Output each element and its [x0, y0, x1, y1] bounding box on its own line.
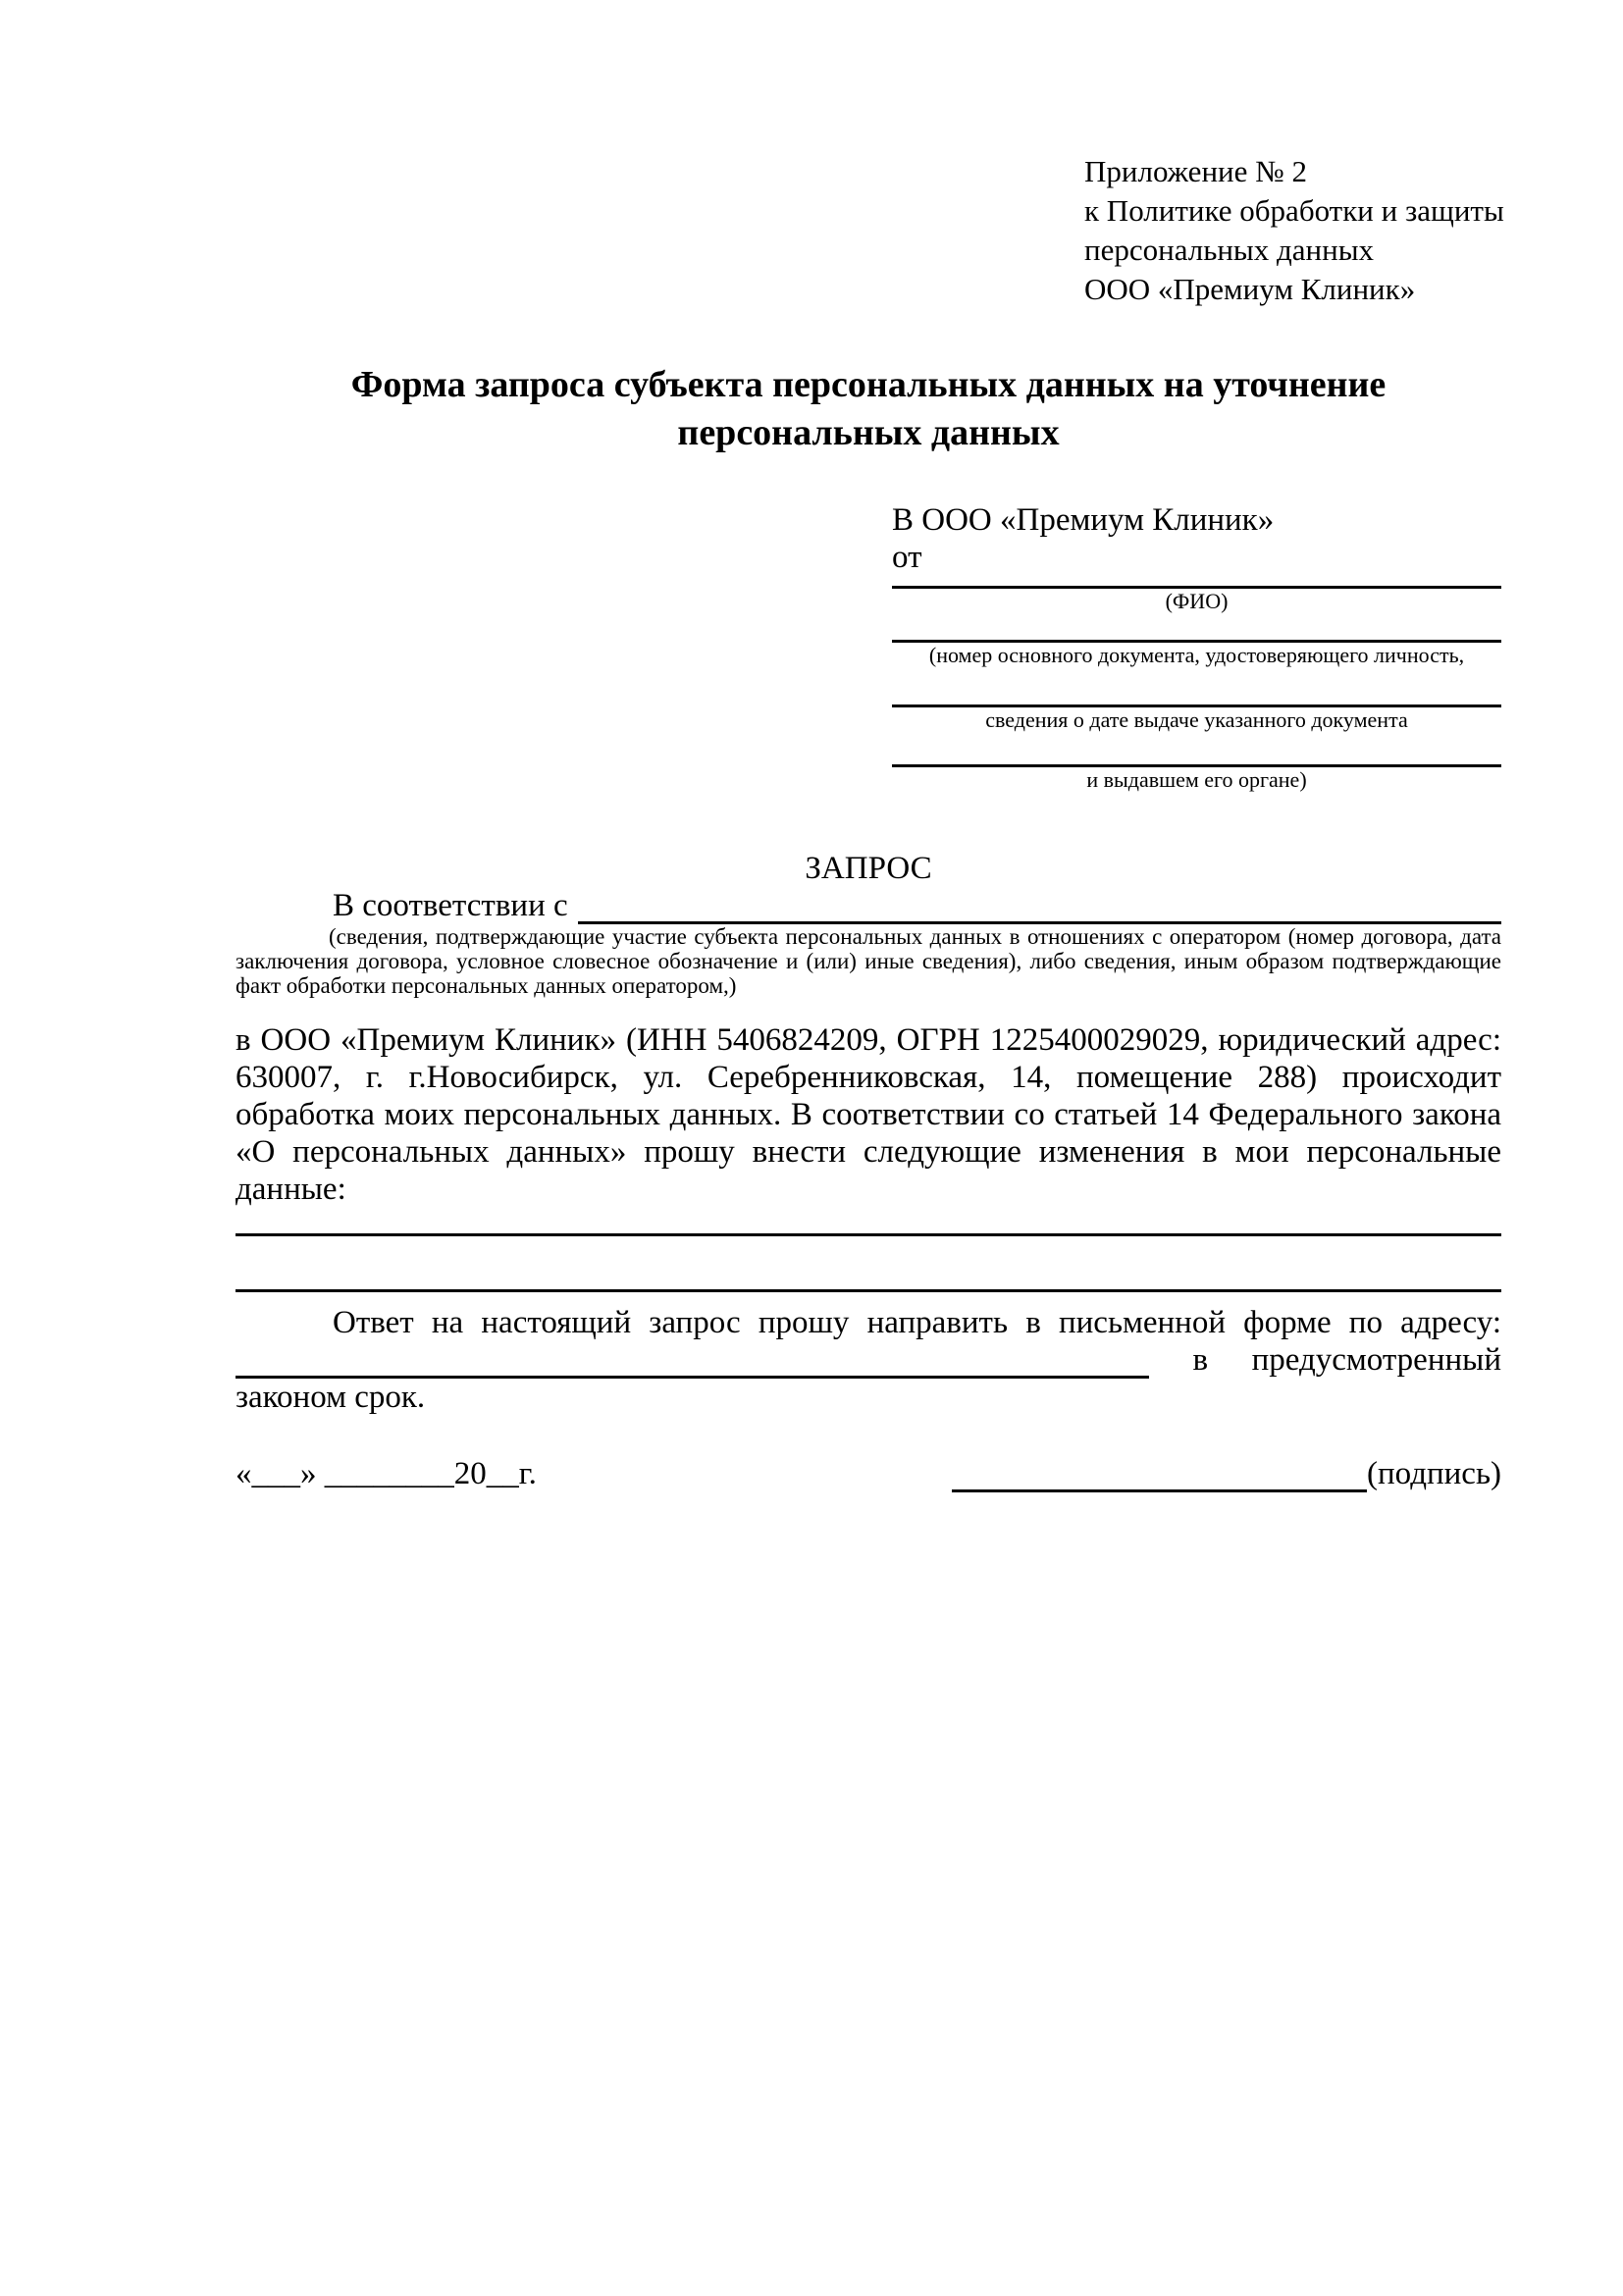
page-title: [236, 361, 1501, 457]
signature-group: [952, 1455, 1501, 1492]
intro-footnote: (сведения, подтверждающие участие субъекта персональных данных в отношениях с оператором (номер договора, дата заключения договора, условное словесное обозначение и (или) иные сведения), либо сведения, иным образом подтверждающие факт обработки персональных данных оператором,): [236, 924, 1501, 998]
addressee-from-label: от: [892, 540, 922, 575]
reply-address-line: Ответ на настоящий запрос прошу направить в письменной форме по адресу:: [333, 1305, 1501, 1340]
document-issuer-blank-line: [892, 733, 1501, 767]
request-body-paragraph: в ООО «Премиум Клиник» (ИНН 5406824209, ОГРН 1225400029029, юридический адрес: 630007, г. г.Новосибирск, ул. Серебренниковская, 14, помещение 288) происходит обработка моих персональных данных. В соответствии со статьей 14 Федерального закона «О персональных данных» прошу внести следующие изменения в мои персональные данные:: [236, 1022, 1501, 1207]
annex-line: ООО «Премиум Клиник»: [1084, 272, 1416, 306]
page-title-line-1: Форма запроса субъекта персональных данных на уточнение: [350, 364, 1387, 405]
document-issuer-caption: и выдавшем его органе): [1086, 767, 1307, 792]
signature-blank-line: [952, 1460, 1367, 1492]
fio-caption: (ФИО): [1165, 589, 1229, 613]
intro-row: [236, 887, 1501, 924]
intro-prefix: В соответствии с: [333, 888, 568, 923]
reply-closing-line: законом срок.: [236, 1380, 426, 1415]
document-number-blank-line: [892, 614, 1501, 643]
reply-address-blank-line: [236, 1346, 1149, 1379]
changes-blank-line-1: [236, 1208, 1501, 1236]
date-blank: «___» ________20__г.: [236, 1456, 537, 1491]
annex-line: к Политике обработки и защиты: [1084, 193, 1504, 228]
document-date-caption: сведения о дате выдаче указанного документа: [985, 707, 1408, 732]
page-title-line-2: персональных данных: [677, 412, 1060, 453]
annex-reference-block: [1084, 152, 1504, 309]
date-signature-row: [236, 1455, 1501, 1492]
addressee-block: [892, 501, 1501, 793]
changes-blank-line-2: [236, 1236, 1501, 1292]
document-number-caption: (номер основного документа, удостоверяющего личность,: [928, 643, 1465, 667]
document-date-blank-line: [892, 668, 1501, 707]
addressee-to: В ООО «Премиум Клиник»: [892, 502, 1275, 538]
reply-word-predusmotrennyi: предусмотренный: [1251, 1342, 1501, 1378]
signature-caption: (подпись): [1367, 1456, 1501, 1491]
annex-line: персональных данных: [1084, 233, 1375, 267]
reply-word-v: в: [1192, 1342, 1209, 1378]
request-heading: ЗАПРОС: [805, 851, 932, 886]
fio-blank-line: [892, 576, 1501, 589]
annex-line: Приложение № 2: [1084, 154, 1307, 188]
reply-address-blank-row: [236, 1341, 1501, 1379]
basis-blank-line: [578, 892, 1501, 924]
